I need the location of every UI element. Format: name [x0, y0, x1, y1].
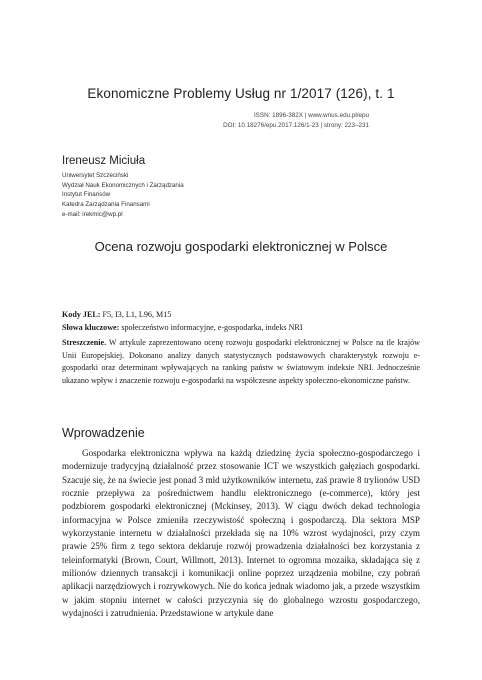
issn-line: ISSN: 1896-382X | www.wnus.edu.pl/epu: [253, 112, 369, 119]
jel-label: Kody JEL:: [62, 310, 101, 319]
keywords: [62, 323, 420, 332]
affiliation-university: Uniwersytet Szczeciński: [62, 172, 129, 179]
journal-title: Ekonomiczne Problemy Usług nr 1/2017 (126), t. 1: [87, 86, 395, 101]
abstract: [62, 337, 420, 387]
body-paragraph: Gospodarka elektroniczna wpływa na każdą dziedzinę życia społeczno-gospodarczego i modernizuje tradycyjną działalność przez stosowanie ICT we wszystkich gałęziach gospodarki. Szacuje się, że na świecie jest ponad 3 mld użytkowników internetu, zaś prawie 8 trylionów USD rocznie przepływa za pośrednictwem handlu elektronicznego (e-commerce), który jest podzbiorem gospodarki elektronicznej (Mckinsey, 2013). W ciągu dwóch dekad technologia informacyjna w Polsce zmieniła rzeczywistość społeczną i gospodarczą. Dla sektora MSP wykorzystanie internetu w działalności przekłada się na 10% wzrost wydajności, przy czym prawie 25% firm z tego sektora deklaruje rozwój prowadzenia działalności bez korzystania z teleinformatyki (Brown, Court, Willmott, 2013). Internet to ogromna mozaika, składająca się z milionów dziennych transakcji i komunikacji online poprzez urządzenia mobilne, czy pobrań aplikacji narzędziowych i rozrywkowych. Nie do końca jednak wiadomo jak, a przede wszystkim w jakim stopniu internet w całości przyczynia się do globalnego wzrostu gospodarczego, wydajności i zatrudnienia. Przedstawione w artykule dane: [62, 448, 420, 619]
keywords-label: Słowa kluczowe:: [62, 323, 120, 332]
abstract-text: W artykule zaprezentowano ocenę rozwoju gospodarki elektronicznej w Polsce na tle krajów Unii Europejskiej. Dokonano analizy danych statystycznych podstawowych charakterystyk rozwoju e-gospodarki oraz determinant wpływających na ranking państw w światowym indeksie NRI. Jednocześnie ukazano wpływ i znaczenie rozwoju e-gospodarki na współczesne aspekty społeczno-ekonomiczne państw.: [62, 338, 420, 385]
keywords-value: społeczeństwo informacyjne, e-gospodarka, indeks NRI: [119, 323, 303, 332]
section-heading: Wprowadzenie: [62, 426, 145, 440]
jel-value: F5, I3, L1, L96, M15: [100, 310, 172, 319]
affiliation-department: Katedra Zarządzania Finansami: [62, 201, 150, 209]
article-title: Ocena rozwoju gospodarki elektronicznej w Polsce: [94, 239, 388, 254]
doi-line: DOI: 10.18276/epu.2017.126/1-23 | strony: 223–231: [223, 122, 369, 129]
affiliation-institute: Instytut Finansów: [62, 191, 111, 199]
author-affiliations: [62, 171, 184, 220]
author-name: Ireneusz Miciuła: [62, 155, 146, 167]
abstract-label: Streszczenie.: [62, 338, 107, 347]
affiliation-faculty: Wydział Nauk Ekonomicznych i Zarządzania: [62, 181, 184, 189]
jel-codes: [62, 310, 420, 319]
author-email: e-mail: irekmic@wp.pl: [62, 210, 123, 218]
